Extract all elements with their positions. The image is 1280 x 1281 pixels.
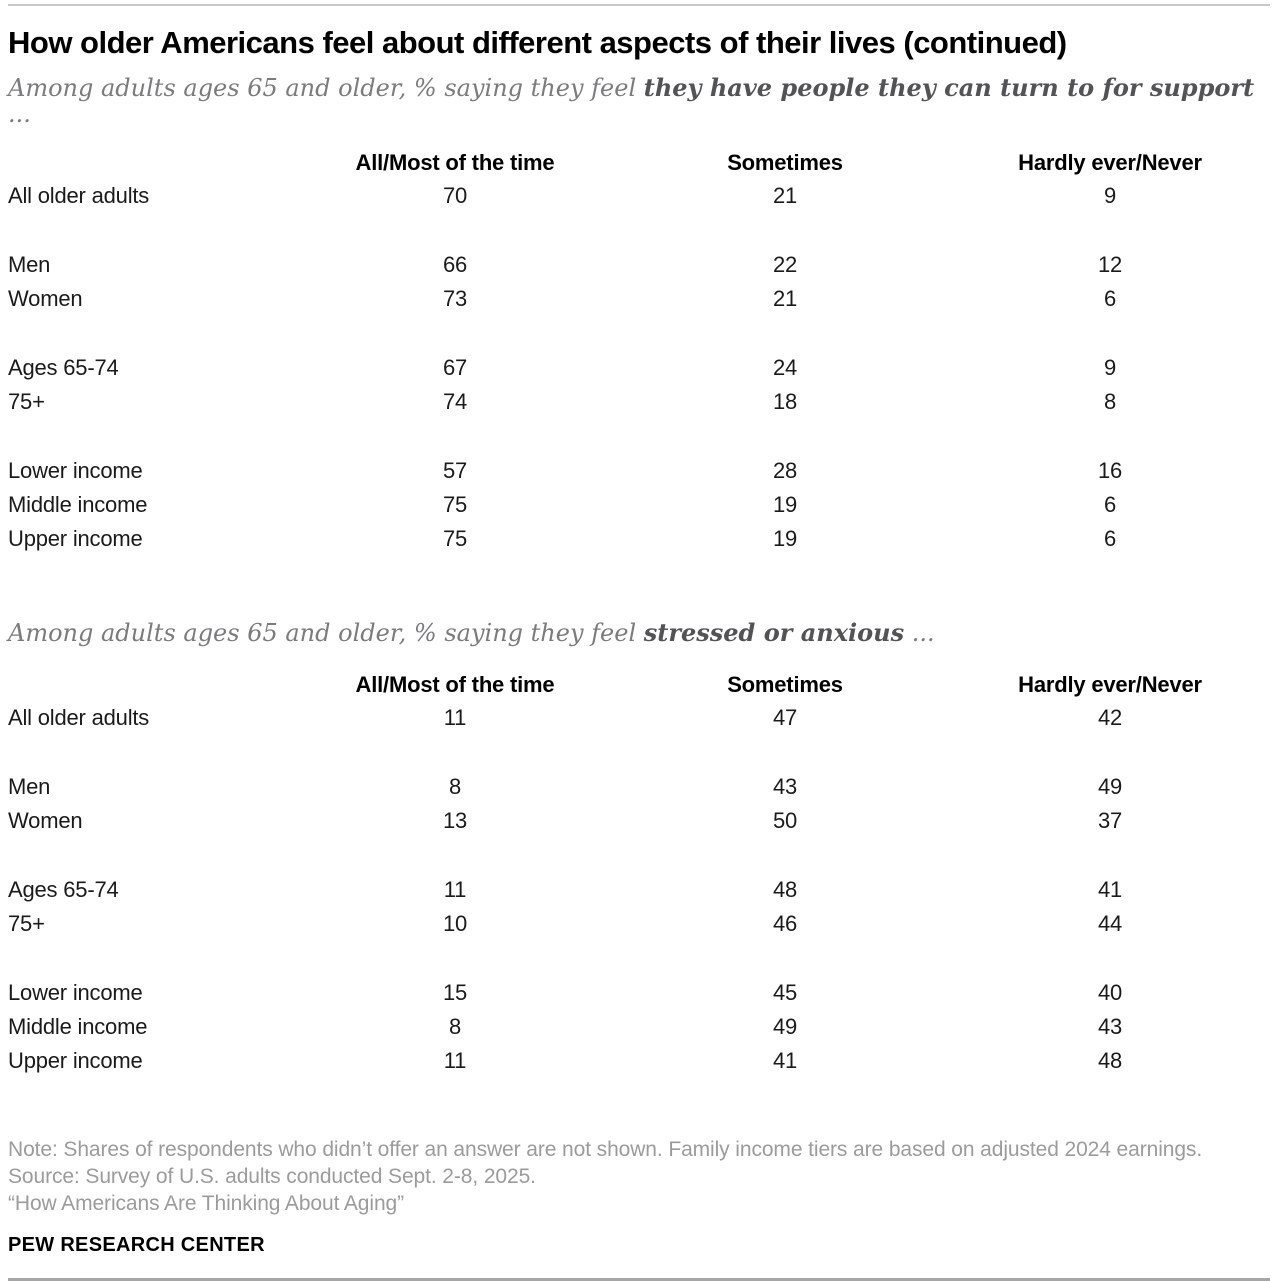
table-row	[8, 907, 1270, 941]
figure	[0, 4, 1280, 1281]
cell-value: 6	[1103, 286, 1117, 311]
subtitle-bold-phrase: stressed or anxious	[643, 618, 905, 647]
support-table	[8, 147, 1270, 556]
cell-value: 22	[772, 252, 798, 277]
spacer-row	[8, 316, 1270, 351]
table-row	[8, 248, 1270, 282]
cell-value: 15	[442, 980, 468, 1005]
cell-value: 19	[772, 526, 798, 551]
table-row	[8, 522, 1270, 556]
cell-value: 8	[448, 1014, 462, 1039]
cell-value: 10	[442, 911, 468, 936]
row-label: Men	[8, 252, 51, 277]
table-row	[8, 454, 1270, 488]
row-label: Women	[8, 286, 83, 311]
table-row	[8, 804, 1270, 838]
cell-value: 6	[1103, 526, 1117, 551]
cell-value: 8	[1103, 389, 1117, 414]
row-label: 75+	[8, 911, 45, 936]
cell-value: 67	[442, 355, 468, 380]
header-row	[8, 669, 1270, 701]
stressed-table	[8, 669, 1270, 1078]
stressed-table-section	[8, 620, 1270, 1078]
cell-value: 18	[772, 389, 798, 414]
row-label: All older adults	[8, 183, 150, 208]
spacer-row	[8, 213, 1270, 248]
table-row	[8, 385, 1270, 419]
row-label: Ages 65-74	[8, 355, 119, 380]
spacer-cell	[8, 316, 1270, 351]
footnotes	[8, 1136, 1270, 1217]
row-label: Upper income	[8, 1048, 143, 1073]
table-row	[8, 1044, 1270, 1078]
cell-value: 21	[772, 183, 798, 208]
row-label: Women	[8, 808, 83, 833]
subtitle-bold-phrase: they have people they can turn to for support	[643, 73, 1255, 102]
table-row	[8, 282, 1270, 316]
cell-value: 19	[772, 492, 798, 517]
cell-value: 42	[1097, 705, 1123, 730]
column-header-hardly-never: Hardly ever/Never	[1018, 150, 1202, 175]
spacer-cell	[8, 838, 1270, 873]
column-header-all-most: All/Most of the time	[355, 150, 555, 175]
cell-value: 9	[1103, 183, 1117, 208]
spacer-cell	[8, 941, 1270, 976]
cell-value: 11	[443, 1048, 467, 1073]
chart-title: How older Americans feel about different aspects of their lives (continued)	[8, 25, 1067, 60]
row-label: All older adults	[8, 705, 150, 730]
cell-value: 28	[772, 458, 798, 483]
row-label: Lower income	[8, 458, 143, 483]
column-header-hardly-never: Hardly ever/Never	[1018, 672, 1202, 697]
cell-value: 75	[442, 492, 468, 517]
cell-value: 16	[1097, 458, 1123, 483]
cell-value: 13	[442, 808, 468, 833]
subtitle-support	[8, 75, 1270, 127]
cell-value: 49	[1097, 774, 1123, 799]
table-row	[8, 1010, 1270, 1044]
pew-research-center-wordmark: PEW RESEARCH CENTER	[8, 1234, 265, 1256]
table-row	[8, 351, 1270, 385]
subtitle-prefix: Among adults ages 65 and older, % saying they feel	[8, 619, 644, 647]
cell-value: 73	[442, 286, 468, 311]
table-row	[8, 976, 1270, 1010]
column-header-sometimes: Sometimes	[727, 150, 843, 175]
cell-value: 41	[1097, 877, 1123, 902]
cell-value: 66	[442, 252, 468, 277]
subtitle-ellipsis: ...	[8, 100, 31, 128]
row-label: Middle income	[8, 492, 148, 517]
subtitle-ellipsis: ...	[904, 619, 935, 647]
empty-header-cell	[8, 669, 290, 701]
cell-value: 6	[1103, 492, 1117, 517]
cell-value: 37	[1097, 808, 1123, 833]
cell-value: 43	[772, 774, 798, 799]
table-row	[8, 770, 1270, 804]
cell-value: 44	[1097, 911, 1123, 936]
cell-value: 21	[772, 286, 798, 311]
cell-value: 48	[772, 877, 798, 902]
table-row	[8, 701, 1270, 735]
spacer-row	[8, 735, 1270, 770]
table-row	[8, 179, 1270, 213]
cell-value: 70	[442, 183, 468, 208]
cell-value: 74	[442, 389, 468, 414]
row-label: Lower income	[8, 980, 143, 1005]
spacer-row	[8, 419, 1270, 454]
cell-value: 50	[772, 808, 798, 833]
cell-value: 40	[1097, 980, 1123, 1005]
cell-value: 48	[1097, 1048, 1123, 1073]
column-header-all-most: All/Most of the time	[355, 672, 555, 697]
spacer-cell	[8, 213, 1270, 248]
cell-value: 43	[1097, 1014, 1123, 1039]
cell-value: 9	[1103, 355, 1117, 380]
cell-value: 41	[772, 1048, 798, 1073]
subtitle-prefix: Among adults ages 65 and older, % saying they feel	[8, 74, 644, 102]
cell-value: 11	[443, 877, 467, 902]
cell-value: 11	[443, 705, 467, 730]
report-title-quote: “How Americans Are Thinking About Aging”	[8, 1192, 404, 1215]
row-label: Upper income	[8, 526, 143, 551]
cell-value: 8	[448, 774, 462, 799]
cell-value: 75	[442, 526, 468, 551]
cell-value: 49	[772, 1014, 798, 1039]
cell-value: 57	[442, 458, 468, 483]
empty-header-cell	[8, 147, 290, 179]
subtitle-stressed	[8, 620, 1270, 646]
column-header-sometimes: Sometimes	[727, 672, 843, 697]
spacer-row	[8, 941, 1270, 976]
support-table-section	[8, 75, 1270, 556]
cell-value: 45	[772, 980, 798, 1005]
header-row	[8, 147, 1270, 179]
row-label: Men	[8, 774, 51, 799]
spacer-cell	[8, 419, 1270, 454]
row-label: Middle income	[8, 1014, 148, 1039]
table-row	[8, 488, 1270, 522]
spacer-row	[8, 838, 1270, 873]
cell-value: 47	[772, 705, 798, 730]
cell-value: 24	[772, 355, 798, 380]
source-text: Source: Survey of U.S. adults conducted Sept. 2-8, 2025.	[8, 1165, 536, 1188]
top-divider	[8, 4, 1270, 6]
row-label: Ages 65-74	[8, 877, 119, 902]
note-text: Note: Shares of respondents who didn’t offer an answer are not shown. Family income tiers are based on adjusted 2024 earnings.	[8, 1138, 1203, 1161]
table-row	[8, 873, 1270, 907]
cell-value: 46	[772, 911, 798, 936]
spacer-cell	[8, 735, 1270, 770]
row-label: 75+	[8, 389, 45, 414]
cell-value: 12	[1097, 252, 1123, 277]
